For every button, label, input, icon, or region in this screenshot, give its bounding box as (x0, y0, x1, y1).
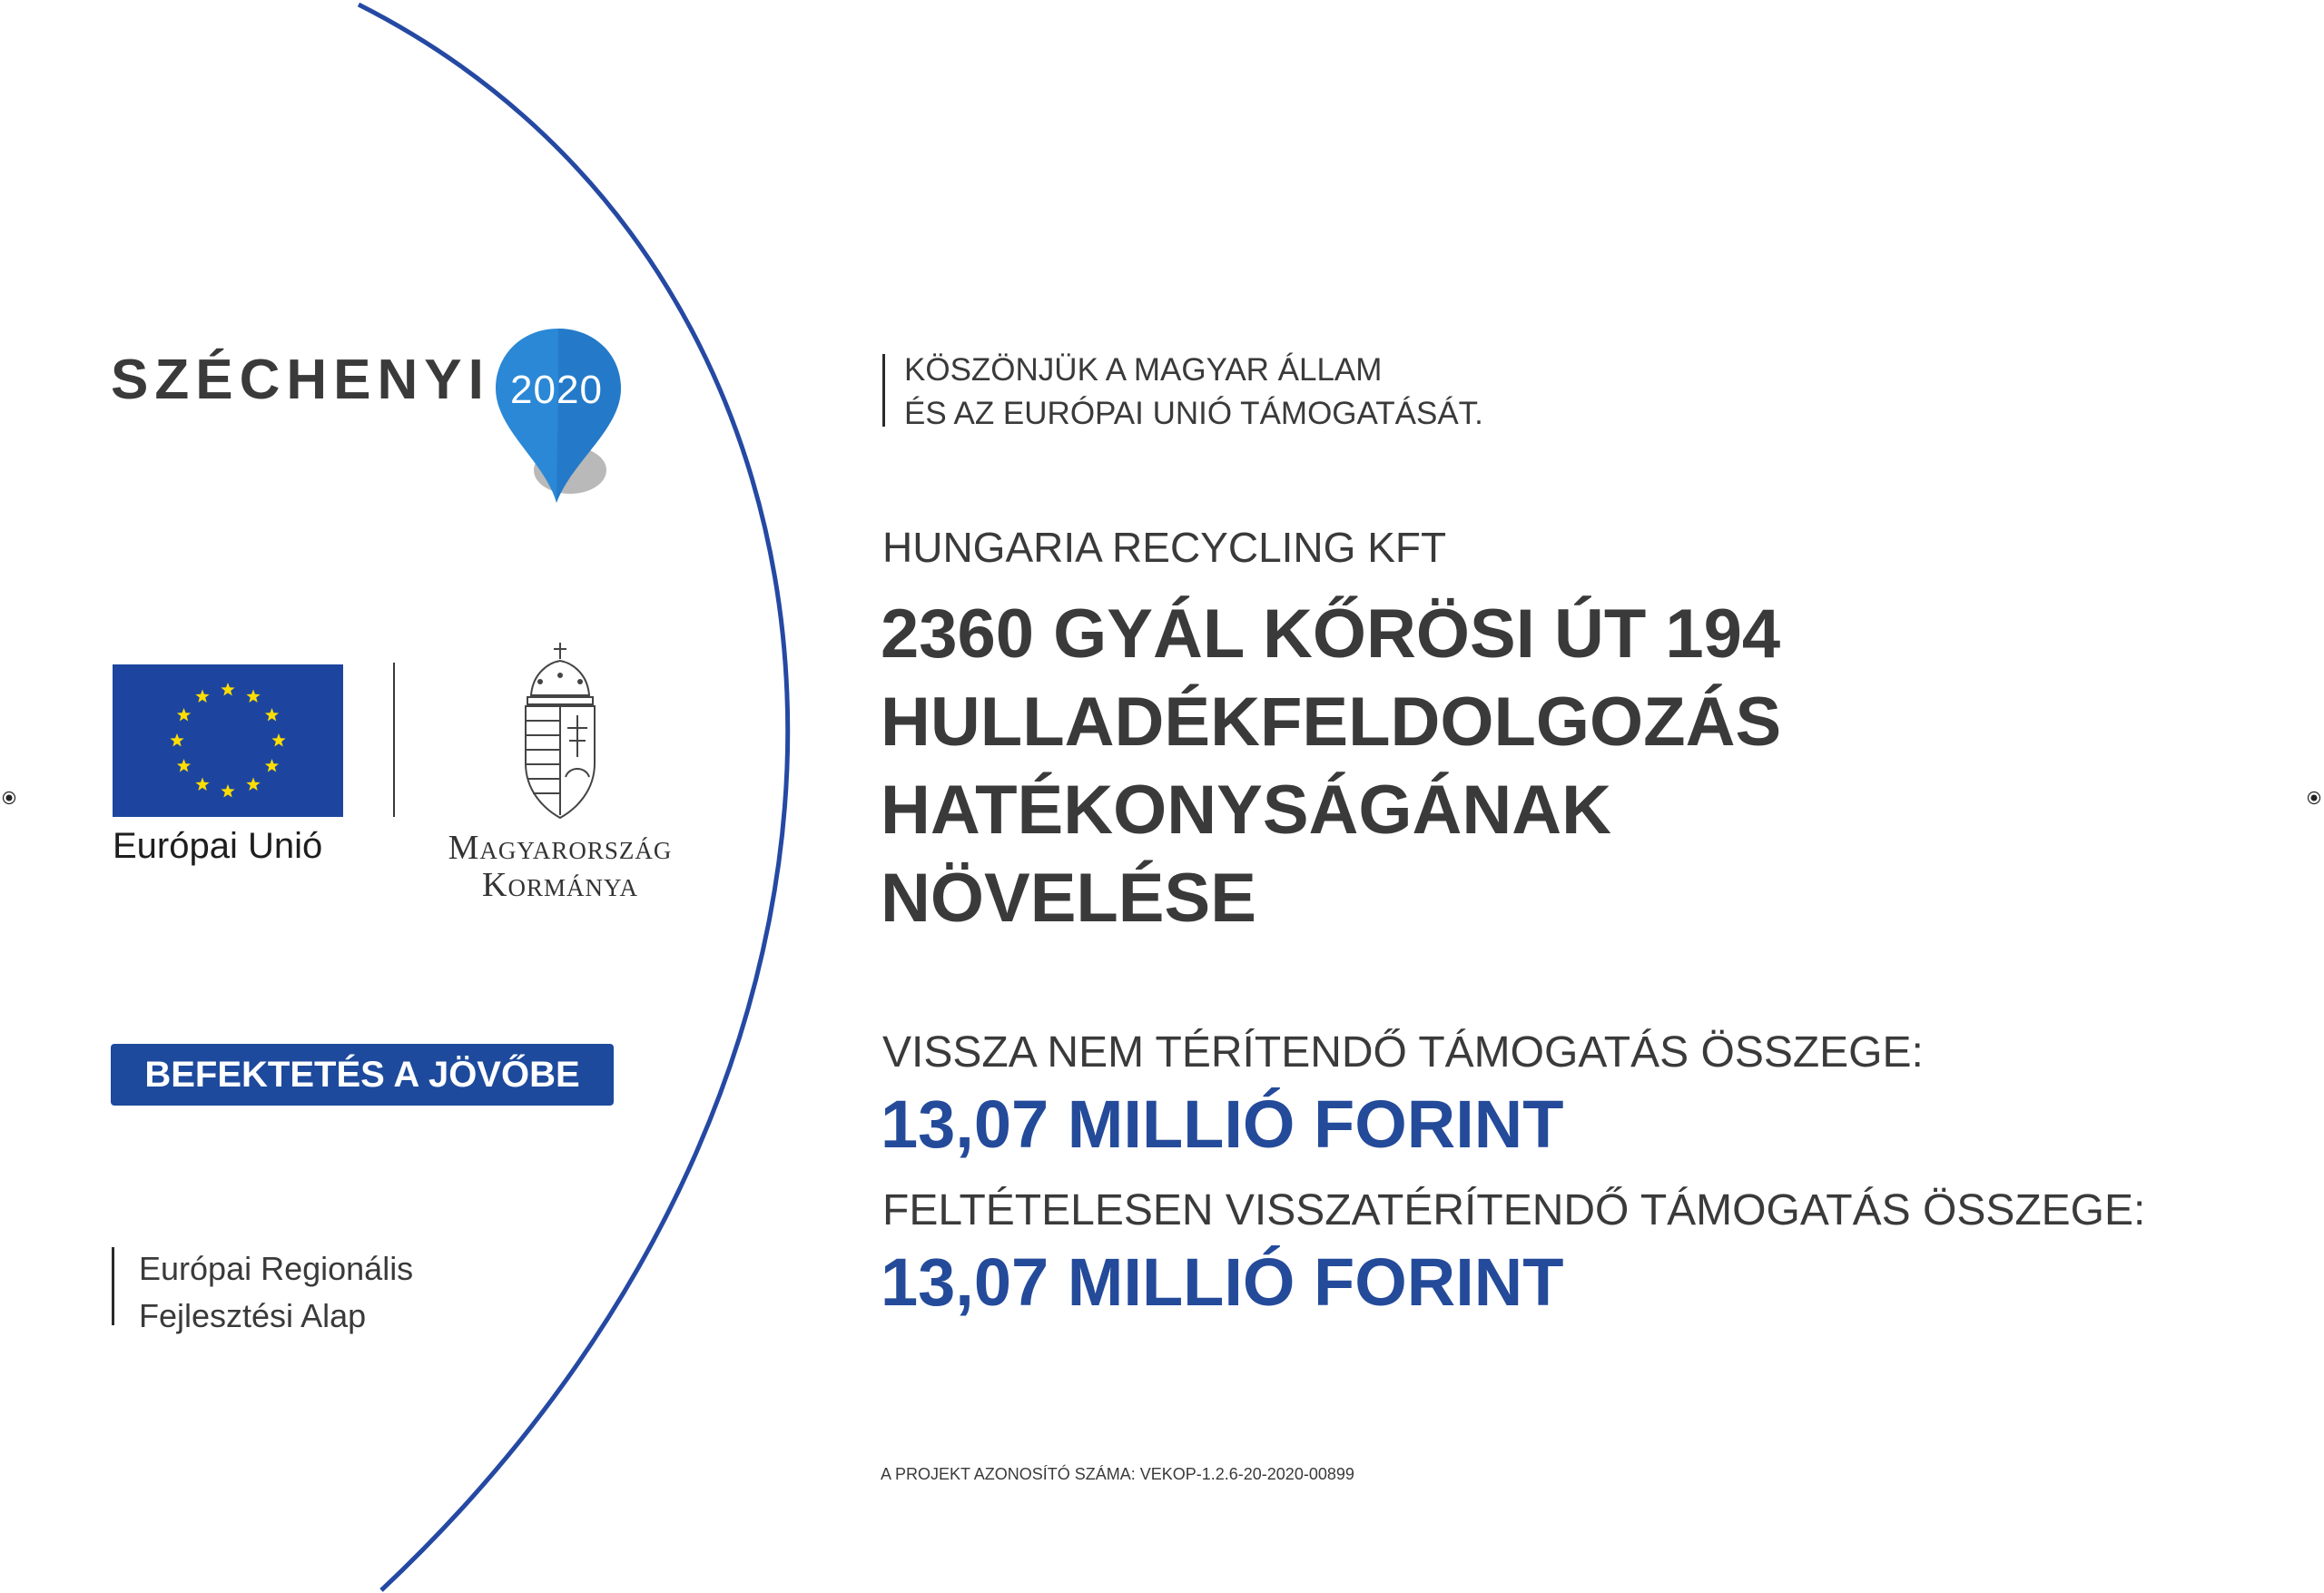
eu-star-icon (221, 683, 234, 695)
szechenyi-logo-year: 2020 (510, 368, 603, 412)
thanks-line2: ÉS AZ EURÓPAI UNIÓ TÁMOGATÁSÁT. (904, 396, 1483, 431)
project-title-line: HULLADÉKFELDOLGOZÁS (881, 683, 1782, 761)
eu-star-icon (177, 759, 191, 772)
fund-name-line2: Fejlesztési Alap (139, 1297, 367, 1334)
fund-accent-bar (112, 1247, 114, 1325)
registration-mark-right (2307, 791, 2321, 805)
project-title-line: 2360 GYÁL KŐRÖSI ÚT 194 (881, 595, 1781, 673)
eu-star-icon (246, 690, 260, 703)
project-title-line: NÖVELÉSE (881, 860, 1256, 937)
non-refundable-grant-label: VISSZA NEM TÉRÍTENDŐ TÁMOGATÁS ÖSSZEGE: (882, 1028, 1924, 1077)
invest-in-future-banner: BEFEKTETÉS A JÖVŐBE (111, 1044, 614, 1106)
hungarian-government-label (419, 830, 701, 904)
eu-label: Európai Unió (113, 826, 323, 866)
eu-star-icon (195, 690, 209, 703)
fund-name (139, 1245, 413, 1340)
eu-star-icon (195, 778, 209, 791)
szechenyi-logo-text: SZÉCHENYI (111, 349, 490, 411)
map-pin-icon (490, 325, 626, 506)
project-title (881, 590, 1781, 942)
project-title-line: HATÉKONYSÁGÁNAK (881, 772, 1612, 849)
eu-star-icon (221, 784, 234, 797)
conditional-grant-label: FELTÉTELESEN VISSZATÉRÍTENDŐ TÁMOGATÁS ÖSSZEGE: (882, 1186, 2146, 1234)
eu-star-icon (265, 759, 279, 772)
hungarian-government-line2: Kormánya (482, 866, 638, 905)
eu-star-icon (265, 708, 279, 721)
fund-name-line1: Európai Regionális (139, 1250, 414, 1287)
logo-divider (393, 663, 395, 817)
conditional-grant-amount: 13,07 MILLIÓ FORINT (881, 1244, 1564, 1320)
registration-mark-left (2, 791, 16, 805)
thanks-line1: KÖSZÖNJÜK A MAGYAR ÁLLAM (904, 352, 1383, 388)
eu-star-icon (246, 778, 260, 791)
eu-star-icon (170, 733, 183, 746)
hungarian-government-line1: Magyarország (448, 829, 673, 867)
thanks-message (904, 349, 1483, 436)
eu-star-icon (177, 708, 191, 721)
non-refundable-grant-amount: 13,07 MILLIÓ FORINT (881, 1087, 1564, 1162)
eu-flag (113, 664, 343, 817)
beneficiary-company: HUNGARIA RECYCLING KFT (882, 524, 1447, 571)
hungarian-coat-of-arms-icon (513, 641, 608, 822)
eu-star-icon (271, 733, 285, 746)
project-id: A PROJEKT AZONOSÍTÓ SZÁMA: VEKOP-1.2.6-20-2020-00899 (881, 1465, 1354, 1483)
thanks-accent-bar (882, 354, 885, 427)
eu-stars-icon (113, 664, 343, 817)
